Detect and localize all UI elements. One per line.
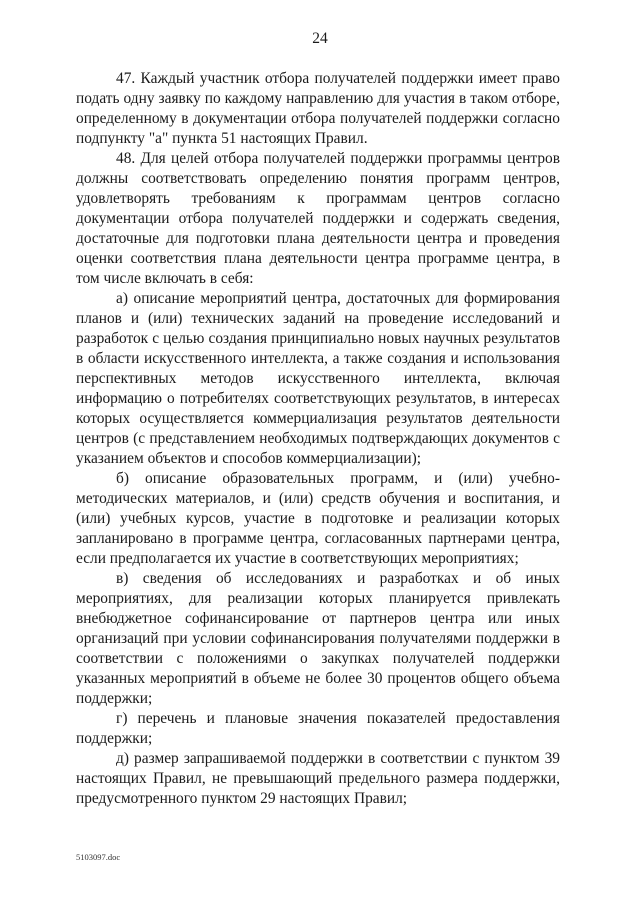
footer-doc-id: 5103097.doc (76, 852, 121, 862)
subparagraph-b: б) описание образовательных программ, и (или) учебно-методических материалов, и (или) средств обучения и воспитания, и (или) учебных курсов, участие в подготовке и реализации которых запланировано в программе центра, согласованных партнерами центра, если предполагается их участие в соответствующих мероприятиях; (76, 470, 560, 567)
paragraph-47: 47. Каждый участник отбора получателей поддержки имеет право подать одну заявку по каждому направлению для участия в таком отборе, определенному в документации отбора получателей поддержки согласно подпункту "а" пункта 51 настоящих Правил. (76, 70, 560, 147)
subparagraph-g: г) перечень и плановые значения показателей предоставления поддержки; (76, 710, 560, 747)
subparagraph-d: д) размер запрашиваемой поддержки в соответствии с пунктом 39 настоящих Правил, не превышающий предельного размера поддержки, предусмотренного пунктом 29 настоящих Правил; (76, 750, 560, 807)
subparagraph-a: а) описание мероприятий центра, достаточных для формирования планов и (или) технических заданий на проведение исследований и разработок с целью создания принципиально новых научных результатов в области искусственного интеллекта, а также создания и использования перспективных методов искусственного интеллекта, включая информацию о потребителях соответствующих результатов, в интересах которых осуществляется коммерциализация результатов деятельности центров (с представлением необходимых подтверждающих документов с указанием объектов и способов коммерциализации); (76, 290, 560, 467)
subparagraph-v: в) сведения об исследованиях и разработках и об иных мероприятиях, для реализации которых планируется привлекать внебюджетное софинансирование от партнеров центра или иных организаций при условии софинансирования получателями поддержки в соответствии с положениями о закупках получателей поддержки указанных мероприятий в объеме не более 30 процентов общего объема поддержки; (76, 570, 560, 707)
document-body (76, 69, 560, 809)
page-number: 24 (312, 30, 328, 47)
paragraph-48: 48. Для целей отбора получателей поддержки программы центров должны соответствовать определению понятия программ центров, удовлетворять требованиям к программам центров согласно документации отбора получателей поддержки и содержать сведения, достаточные для подготовки плана деятельности центра и проведения оценки соответствия плана деятельности центра программе центра, в том числе включать в себя: (76, 150, 560, 287)
